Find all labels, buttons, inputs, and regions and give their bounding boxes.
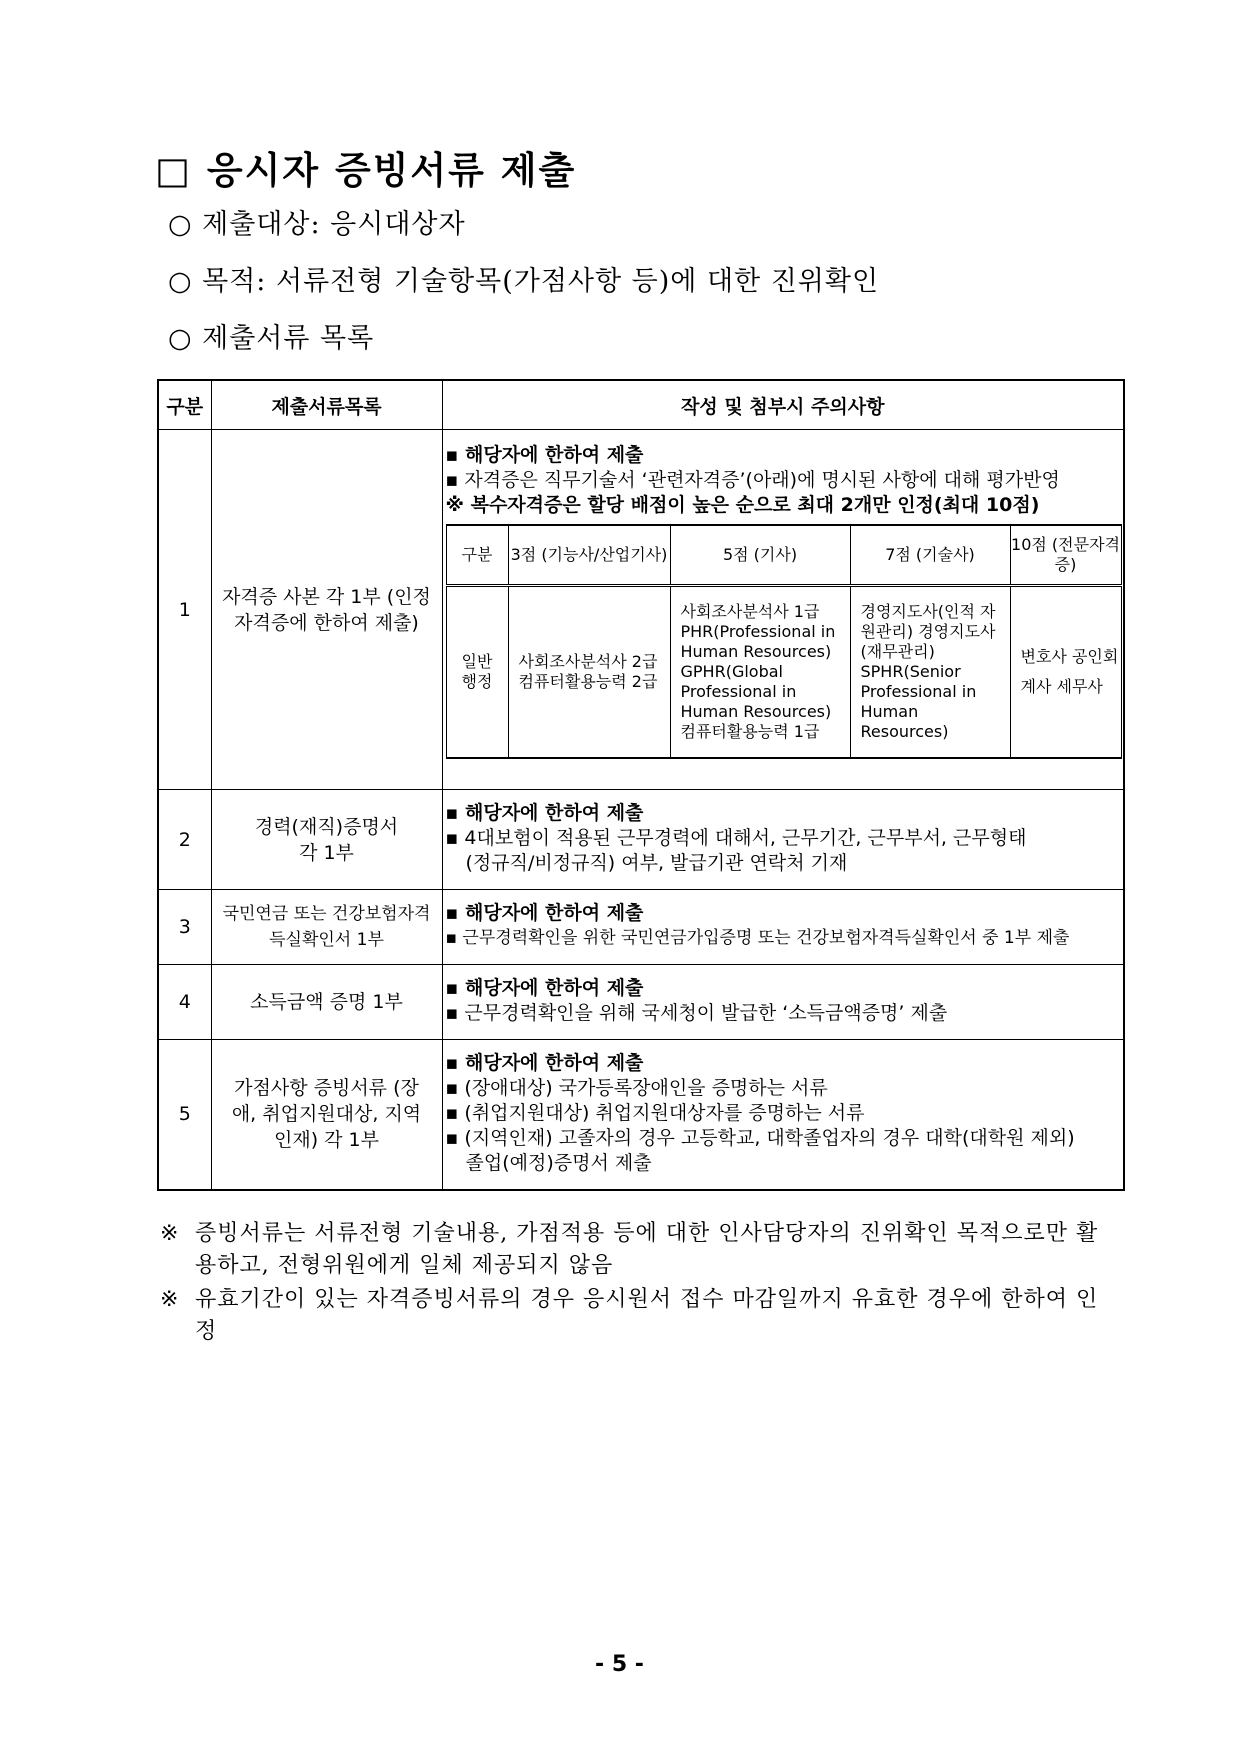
table-header-row [158, 380, 1124, 430]
footnote-text: 증빙서류는 서류전형 기술내용, 가점적용 등에 대한 인사담당자의 진위확인 목적으로만 활용하고, 전형위원에게 일체 제공되지 않음 [195, 1221, 1099, 1278]
score-5pt-certs: 사회조사분석사 1급 PHR(Professional in Human Resources) GPHR(Global Professional in Human Resources) 컴퓨터활용능력 1급 [670, 585, 850, 758]
table-row [158, 1040, 1124, 1190]
page-number: - 5 - [595, 1652, 644, 1677]
note-line: (정규직/비정규직) 여부, 발급기관 연락처 기재 [465, 852, 848, 874]
score-row-general-admin [446, 585, 1121, 758]
row-document: 국민연금 또는 건강보험자격득실확인서 1부 [211, 890, 442, 965]
note-line: ▪ (취업지원대상) 취업지원대상자를 증명하는 서류 [445, 1101, 865, 1124]
note-line: ▪ (지역인재) 고졸자의 경우 고등학교, 대학졸업자의 경우 대학(대학원 제외) [445, 1126, 1075, 1149]
row-document: 자격증 사본 각 1부 (인정 자격증에 한하여 제출) [211, 430, 442, 790]
header-category: 구분 [158, 380, 211, 430]
bullet-document-list: ○ 제출서류 목록 [168, 323, 375, 354]
note-line: ▪ 해당자에 한하여 제출 [445, 977, 644, 999]
footnote [160, 1284, 1120, 1348]
row-number: 4 [158, 965, 211, 1040]
table-row [158, 430, 1124, 790]
bullet-target: ○ 제출대상: 응시대상자 [168, 209, 466, 240]
score-header-row [446, 525, 1121, 586]
table-row [158, 790, 1124, 890]
table-row [158, 890, 1124, 965]
row-number: 3 [158, 890, 211, 965]
row-document: 경력(재직)증명서 각 1부 [211, 790, 442, 890]
row-number: 1 [158, 430, 211, 790]
intro-bullets [168, 205, 879, 376]
row-document: 가점사항 증빙서류 (장애, 취업지원대상, 지역인재) 각 1부 [211, 1040, 442, 1190]
footnote [160, 1218, 1120, 1282]
row-notes [442, 965, 1124, 1040]
row-notes [442, 890, 1124, 965]
note-line: ▪ 근무경력확인을 위해 국세청이 발급한 ‘소득금액증명’ 제출 [445, 1002, 948, 1024]
note-line: ▪ 해당자에 한하여 제출 [445, 902, 644, 924]
row-notes [442, 430, 1124, 790]
row-number: 2 [158, 790, 211, 890]
section-heading: □ 응시자 증빙서류 제출 [155, 149, 577, 192]
row-document: 소득금액 증명 1부 [211, 965, 442, 1040]
certificate-score-table [446, 524, 1122, 759]
note-line: ▪ (장애대상) 국가등록장애인을 증명하는 서류 [445, 1076, 828, 1099]
note-line: ▪ 근무경력확인을 위한 국민연금가입증명 또는 건강보험자격득실확인서 중 1부 제출 [445, 928, 1070, 948]
score-header-7pt: 7점 (기술사) [850, 525, 1010, 586]
footnotes [160, 1218, 1120, 1350]
footnote-text: 유효기간이 있는 자격증빙서류의 경우 응시원서 접수 마감일까지 유효한 경우에 한하여 인정 [195, 1287, 1099, 1344]
score-header-3pt: 3점 (기능사/산업기사) [508, 525, 670, 586]
score-header-category: 구분 [446, 525, 508, 586]
header-notes: 작성 및 첨부시 주의사항 [442, 380, 1124, 430]
score-header-10pt: 10점 (전문자격증) [1010, 525, 1121, 586]
score-header-5pt: 5점 (기사) [670, 525, 850, 586]
note-line: 졸업(예정)증명서 제출 [465, 1151, 652, 1174]
score-7pt-certs: 경영지도사(인적 자원관리) 경영지도사(재무관리) SPHR(Senior Professional in Human Resources) [850, 585, 1010, 758]
bullet-purpose: ○ 목적: 서류전형 기술항목(가점사항 등)에 대한 진위확인 [168, 266, 880, 297]
documents-table [157, 379, 1125, 1191]
note-line: ※ 복수자격증은 할당 배점이 높은 순으로 최대 2개만 인정(최대 10점) [445, 493, 1040, 516]
footnote-mark: ※ [160, 1287, 179, 1312]
score-10pt-certs: 변호사 공인회계사 세무사 [1010, 585, 1121, 758]
footnote-mark: ※ [160, 1221, 179, 1246]
note-line: ▪ 해당자에 한하여 제출 [445, 802, 644, 824]
score-row-category: 일반 행정 [446, 585, 508, 758]
note-line: ▪ 자격증은 직무기술서 ‘관련자격증’(아래)에 명시된 사항에 대해 평가반영 [445, 468, 1060, 491]
row-notes [442, 790, 1124, 890]
row-notes [442, 1040, 1124, 1190]
note-line: ▪ 해당자에 한하여 제출 [445, 1051, 644, 1074]
note-line: ▪ 해당자에 한하여 제출 [445, 443, 644, 466]
note-line: ▪ 4대보험이 적용된 근무경력에 대해서, 근무기간, 근무부서, 근무형태 [445, 827, 1027, 849]
table-row [158, 965, 1124, 1040]
score-3pt-certs: 사회조사분석사 2급 컴퓨터활용능력 2급 [508, 585, 670, 758]
header-document-list: 제출서류목록 [211, 380, 442, 430]
row-number: 5 [158, 1040, 211, 1190]
